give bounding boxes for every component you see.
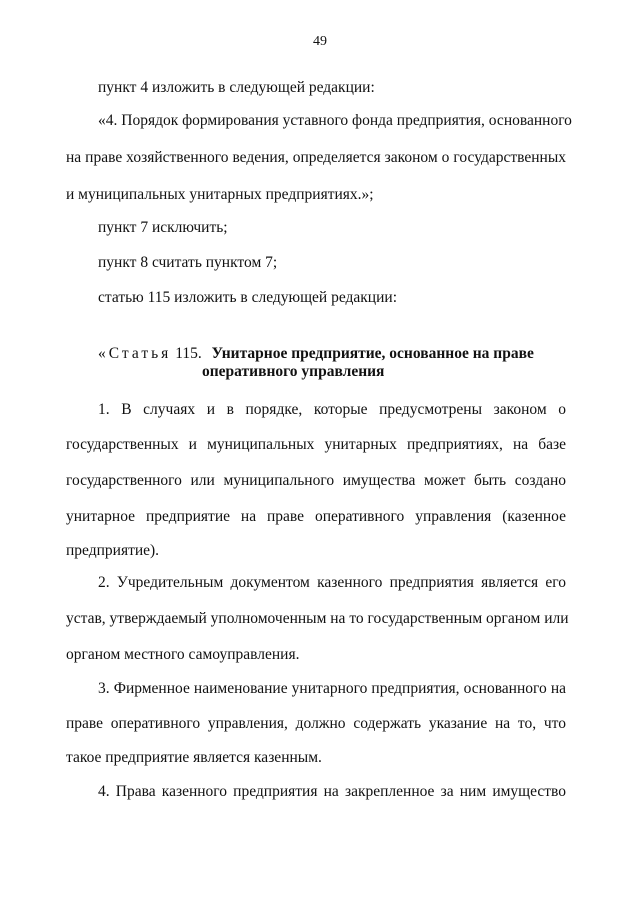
paragraph-line: 4. Права казенного предприятия на закрепленное за ним имущество [98, 783, 566, 800]
intro-line: на праве хозяйственного ведения, определяется законом о государственных [66, 149, 566, 166]
paragraph-line: унитарное предприятие на праве оперативного управления (казенное [66, 508, 566, 525]
paragraph-line: органом местного самоуправления. [66, 646, 300, 663]
article-title-line1: Унитарное предприятие, основанное на праве [211, 345, 534, 362]
paragraph-line: устав, утверждаемый уполномоченным на то государственным органом или [66, 610, 569, 627]
paragraph-line: государственного или муниципального имущества может быть создано [66, 472, 566, 489]
paragraph-line: предприятие). [66, 542, 160, 559]
paragraph-line: такое предприятие является казенным. [66, 749, 322, 766]
paragraph-line: 2. Учредительным документом казенного предприятия является его [98, 574, 566, 591]
intro-line: и муниципальных унитарных предприятиях.»; [66, 186, 374, 203]
article-prefix: «Статья [98, 345, 172, 362]
article-title-line2: оперативного управления [202, 363, 385, 380]
paragraph-line: праве оперативного управления, должно содержать указание на то, что [66, 715, 566, 732]
paragraph-line: государственных и муниципальных унитарных предприятиях, на базе [66, 436, 566, 453]
page-number: 49 [313, 34, 327, 49]
intro-line: «4. Порядок формирования уставного фонда предприятия, основанного [98, 112, 572, 129]
paragraph-line: 3. Фирменное наименование унитарного предприятия, основанного на [98, 680, 566, 697]
intro-line: пункт 8 считать пунктом 7; [98, 254, 278, 271]
paragraph-line: 1. В случаях и в порядке, которые предусмотрены законом о [98, 401, 566, 418]
intro-line: пункт 7 исключить; [98, 219, 228, 236]
article-number: 115. [171, 345, 202, 362]
intro-line: статью 115 изложить в следующей редакции: [98, 289, 398, 306]
intro-line: пункт 4 изложить в следующей редакции: [98, 79, 375, 96]
